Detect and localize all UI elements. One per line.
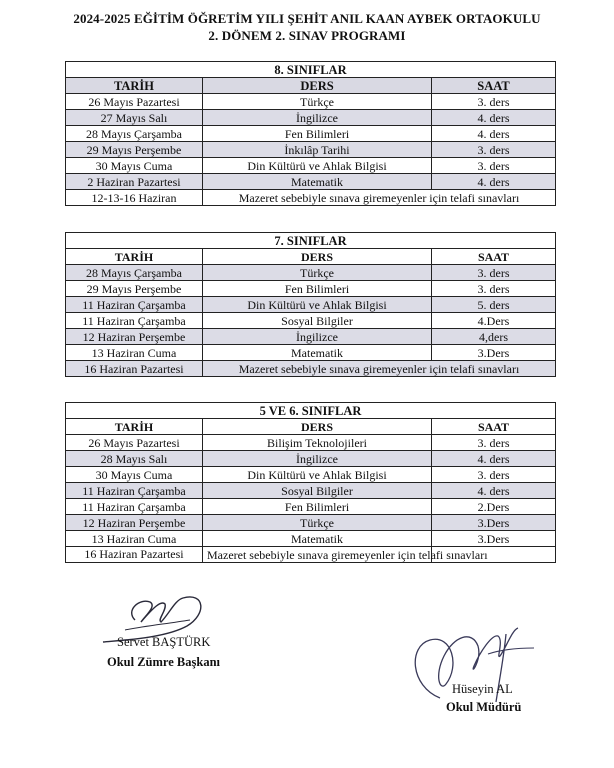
course-cell: Din Kültürü ve Ahlak Bilgisi xyxy=(203,467,432,483)
time-cell: 3. ders xyxy=(432,265,556,281)
time-cell: 4,ders xyxy=(432,329,556,345)
signature-left-name: Servet BAŞTÜRK xyxy=(117,635,211,649)
course-cell: Fen Bilimleri xyxy=(203,499,432,515)
table-row xyxy=(66,547,556,563)
table-row xyxy=(66,483,556,499)
time-cell: 4. ders xyxy=(432,126,556,142)
schedule-table-5-6 xyxy=(65,402,556,563)
date-cell: 11 Haziran Çarşamba xyxy=(66,313,203,329)
col-header-date: TARİH xyxy=(66,249,203,265)
course-cell: Matematik xyxy=(203,174,432,190)
table-row xyxy=(66,451,556,467)
makeup-cell: Mazeret sebebiyle sınava giremeyenler için telafi sınavları xyxy=(203,361,556,377)
date-cell: 11 Haziran Çarşamba xyxy=(66,499,203,515)
date-cell: 30 Mayıs Cuma xyxy=(66,158,203,174)
col-header-course: DERS xyxy=(203,78,432,94)
table-row xyxy=(66,499,556,515)
time-cell: 4. ders xyxy=(432,174,556,190)
table-row xyxy=(66,467,556,483)
schedule-table-8 xyxy=(65,61,556,206)
time-cell: 4. ders xyxy=(432,451,556,467)
col-header-course: DERS xyxy=(203,249,432,265)
course-cell: Sosyal Bilgiler xyxy=(203,313,432,329)
table-row xyxy=(66,174,556,190)
time-cell: 3. ders xyxy=(432,142,556,158)
time-cell: 3. ders xyxy=(432,435,556,451)
time-cell: 4.Ders xyxy=(432,313,556,329)
course-cell: Fen Bilimleri xyxy=(203,281,432,297)
course-cell: Türkçe xyxy=(203,515,432,531)
time-cell: 2.Ders xyxy=(432,499,556,515)
signature-right-name: Hüseyin AL xyxy=(452,682,513,696)
section-title: 8. SINIFLAR xyxy=(66,62,556,78)
date-cell: 12 Haziran Perşembe xyxy=(66,329,203,345)
document-title: 2024-2025 EĞİTİM ÖĞRETİM YILI ŞEHİT ANIL KAAN AYBEK ORTAOKULU xyxy=(73,11,541,26)
date-cell: 11 Haziran Çarşamba xyxy=(66,483,203,499)
time-cell: 3.Ders xyxy=(432,515,556,531)
table-row xyxy=(66,94,556,110)
makeup-cell: Mazeret sebebiyle sınava giremeyenler için telafi sınavları xyxy=(203,547,432,563)
date-cell: 27 Mayıs Salı xyxy=(66,110,203,126)
signature-left-title: Okul Zümre Başkanı xyxy=(107,655,221,669)
course-cell: Fen Bilimleri xyxy=(203,126,432,142)
table-row xyxy=(66,361,556,377)
course-cell: İngilizce xyxy=(203,329,432,345)
course-cell: Bilişim Teknolojileri xyxy=(203,435,432,451)
time-cell: 4. ders xyxy=(432,483,556,499)
date-cell: 13 Haziran Cuma xyxy=(66,531,203,547)
date-cell: 28 Mayıs Çarşamba xyxy=(66,126,203,142)
table-row xyxy=(66,297,556,313)
makeup-cell: Mazeret sebebiyle sınava giremeyenler için telafi sınavları xyxy=(203,190,556,206)
signature-right-title: Okul Müdürü xyxy=(446,700,522,714)
table-row xyxy=(66,329,556,345)
table-row xyxy=(66,435,556,451)
section-title: 5 VE 6. SINIFLAR xyxy=(66,403,556,419)
date-cell: 12-13-16 Haziran xyxy=(66,190,203,206)
date-cell: 29 Mayıs Perşembe xyxy=(66,281,203,297)
time-cell: 3. ders xyxy=(432,94,556,110)
schedule-table-7 xyxy=(65,232,556,377)
date-cell: 29 Mayıs Perşembe xyxy=(66,142,203,158)
col-header-date: TARİH xyxy=(66,78,203,94)
date-cell: 16 Haziran Pazartesi xyxy=(66,361,203,377)
course-cell: Matematik xyxy=(203,345,432,361)
date-cell: 12 Haziran Perşembe xyxy=(66,515,203,531)
course-cell: İngilizce xyxy=(203,110,432,126)
table-row xyxy=(66,281,556,297)
date-cell: 11 Haziran Çarşamba xyxy=(66,297,203,313)
time-cell: 3. ders xyxy=(432,467,556,483)
table-row xyxy=(66,531,556,547)
col-header-time: SAAT xyxy=(432,78,556,94)
table-row xyxy=(66,313,556,329)
date-cell: 16 Haziran Pazartesi xyxy=(66,547,203,563)
table-row xyxy=(66,158,556,174)
table-row xyxy=(66,265,556,281)
course-cell: İnkılâp Tarihi xyxy=(203,142,432,158)
col-header-date: TARİH xyxy=(66,419,203,435)
date-cell: 28 Mayıs Salı xyxy=(66,451,203,467)
time-cell: 3.Ders xyxy=(432,345,556,361)
col-header-time: SAAT xyxy=(432,419,556,435)
course-cell: Türkçe xyxy=(203,265,432,281)
table-row xyxy=(66,515,556,531)
time-cell: 4. ders xyxy=(432,110,556,126)
time-cell: 3.Ders xyxy=(432,531,556,547)
date-cell: 13 Haziran Cuma xyxy=(66,345,203,361)
time-cell: 3. ders xyxy=(432,281,556,297)
course-cell: Din Kültürü ve Ahlak Bilgisi xyxy=(203,297,432,313)
col-header-time: SAAT xyxy=(432,249,556,265)
course-cell: Matematik xyxy=(203,531,432,547)
date-cell: 30 Mayıs Cuma xyxy=(66,467,203,483)
table-row xyxy=(66,142,556,158)
course-cell: İngilizce xyxy=(203,451,432,467)
section-title: 7. SINIFLAR xyxy=(66,233,556,249)
table-row xyxy=(66,126,556,142)
table-row xyxy=(66,110,556,126)
course-cell: Sosyal Bilgiler xyxy=(203,483,432,499)
table-row xyxy=(66,345,556,361)
document-subtitle: 2. DÖNEM 2. SINAV PROGRAMI xyxy=(208,28,406,43)
date-cell: 28 Mayıs Çarşamba xyxy=(66,265,203,281)
time-cell: 5. ders xyxy=(432,297,556,313)
col-header-course: DERS xyxy=(203,419,432,435)
date-cell: 26 Mayıs Pazartesi xyxy=(66,94,203,110)
date-cell: 26 Mayıs Pazartesi xyxy=(66,435,203,451)
table-row xyxy=(66,190,556,206)
course-cell: Din Kültürü ve Ahlak Bilgisi xyxy=(203,158,432,174)
date-cell: 2 Haziran Pazartesi xyxy=(66,174,203,190)
time-cell: 3. ders xyxy=(432,158,556,174)
course-cell: Türkçe xyxy=(203,94,432,110)
